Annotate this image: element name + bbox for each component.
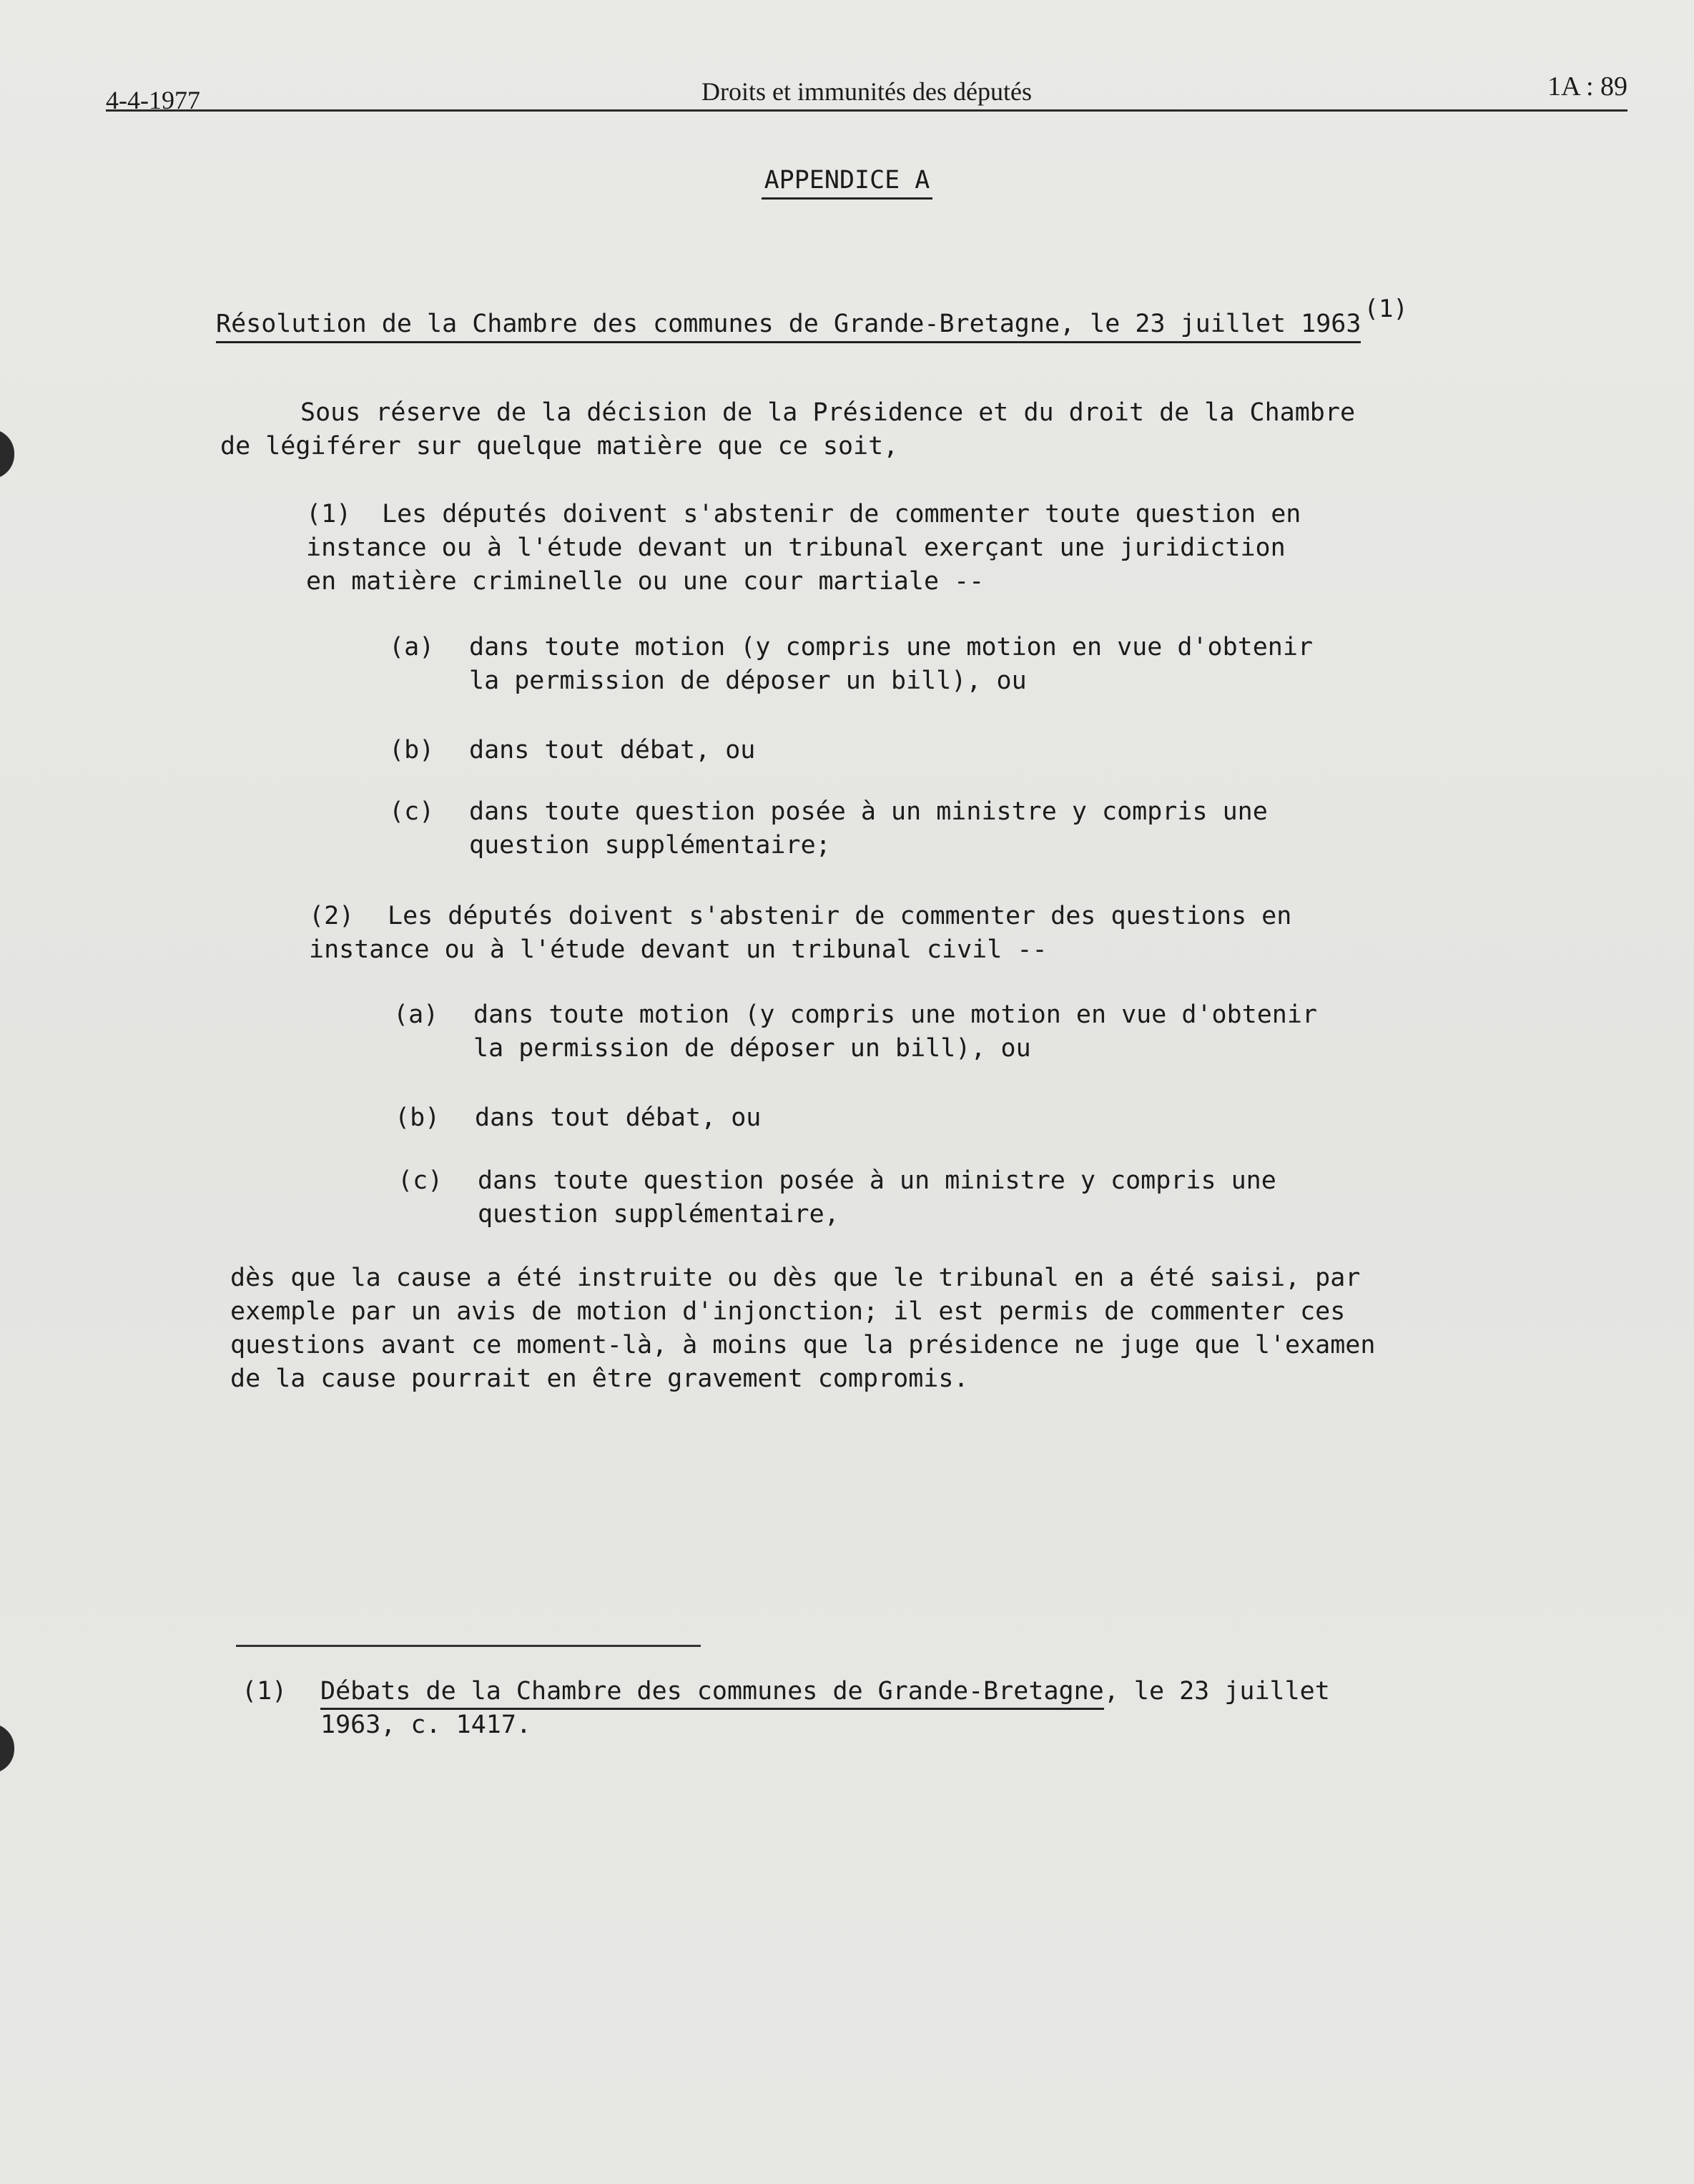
header-date: 4-4-1977 bbox=[106, 86, 200, 114]
section-1-item-b: (b) dans tout débat, ou bbox=[389, 736, 756, 764]
section-2: (2) Les députés doivent s'abstenir de commenter des questions en instance ou à l'étude devant un tribunal civil -- bbox=[309, 900, 1291, 967]
section-number: (1) bbox=[306, 500, 352, 528]
section-2-item-a: (a) dans toute motion (y compris une motion en vue d'obtenir la permission de déposer un bill), ou bbox=[393, 1000, 1318, 1063]
section-number: (2) bbox=[309, 902, 355, 930]
footnote-marker: (1) bbox=[1364, 295, 1408, 323]
footnote-source: Débats de la Chambre des communes de Grande-Bretagne bbox=[320, 1677, 1104, 1710]
resolution-title-text: Résolution de la Chambre des communes de Grande-Bretagne, le 23 juillet 1963 bbox=[216, 310, 1361, 343]
section-1: (1) Les députés doivent s'abstenir de commenter toute question en instance ou à l'étude devant un tribunal exerçant une juridiction en matière criminelle ou une cour martiale -- bbox=[306, 498, 1301, 599]
footnote-separator bbox=[236, 1645, 701, 1647]
header-page-ref: 1A : 89 bbox=[1547, 72, 1627, 102]
resolution-title bbox=[216, 295, 1408, 338]
footnote-number: (1) bbox=[242, 1677, 287, 1706]
header-title: Droits et immunités des députés bbox=[701, 77, 1032, 106]
section-1-item-c: (c) dans toute question posée à un ministre y compris une question supplémentaire; bbox=[389, 797, 1268, 860]
section-2-item-b: (b) dans tout débat, ou bbox=[395, 1103, 762, 1132]
intro-paragraph: Sous réserve de la décision de la Présidence et du droit de la Chambre de légiférer sur quelque matière que ce soit, bbox=[220, 398, 1356, 461]
footnote: (1) Débats de la Chambre des communes de Grande-Bretagne, le 23 juillet 1963, c. 1417. bbox=[242, 1675, 1330, 1742]
running-header bbox=[106, 68, 1627, 112]
closing-paragraph: dès que la cause a été instruite ou dès que le tribunal en a été saisi, par exemple par un avis de motion d'injonction; il est permis de commenter ces questions avant ce moment-là, à moins que la présidence ne juge que l'examen de la cause pourrait en être gravement compromis. bbox=[230, 1264, 1376, 1393]
section-1-item-a: (a) dans toute motion (y compris une motion en vue d'obtenir la permission de déposer un bill), ou bbox=[389, 633, 1314, 695]
binder-hole-mark bbox=[0, 429, 14, 479]
section-2-item-c: (c) dans toute question posée à un ministre y compris une question supplémentaire, bbox=[398, 1166, 1276, 1229]
appendix-heading: APPENDICE A bbox=[0, 166, 1694, 200]
binder-hole-mark bbox=[0, 1723, 14, 1774]
